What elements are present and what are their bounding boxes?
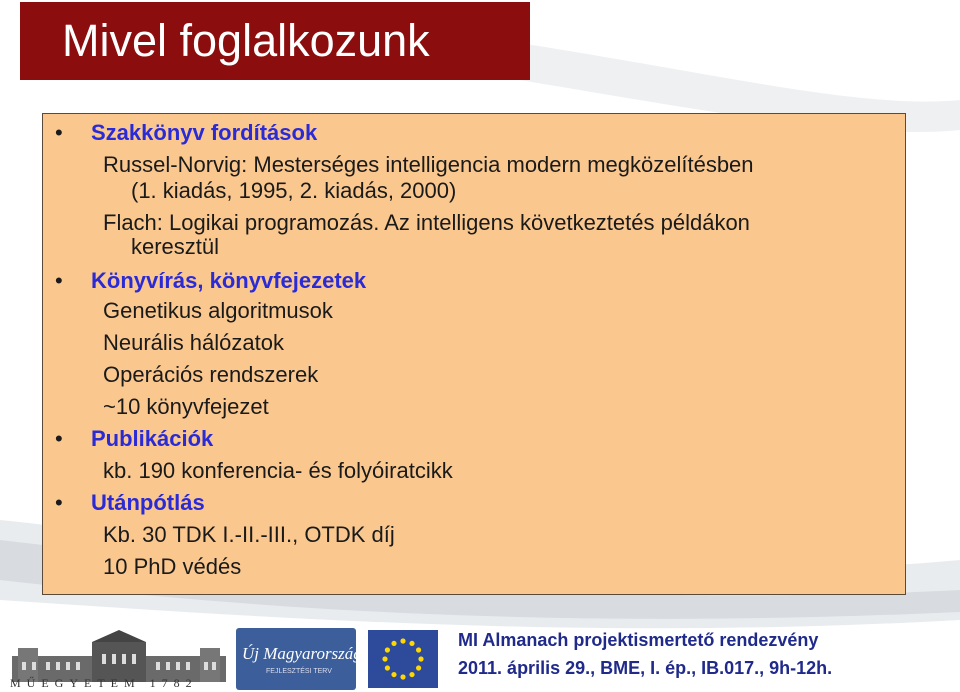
content-box [42,113,906,595]
footer-event-details: 2011. április 29., BME, I. ép., IB.017., 9h-12h. [458,658,833,678]
item-chapters: ~10 könyvfejezet [103,394,269,419]
uj-magyarorszag-logo [236,628,362,690]
section-heading-succession: Utánpótlás [91,490,205,515]
item-neural: Neurális hálózatok [103,330,284,355]
section-heading-books: Könyvírás, könyvfejezetek [91,268,367,293]
eu-flag-icon [368,630,438,688]
bullet-icon: • [55,120,63,145]
um-logo-subtext: FEJLESZTÉSI TERV [266,668,332,675]
item-russel-norvig-editions: (1. kiadás, 1995, 2. kiadás, 2000) [131,178,457,203]
bullet-icon: • [55,490,63,515]
item-os: Operációs rendszerek [103,362,319,387]
item-flach: Flach: Logikai programozás. Az intelligens következtetés példákon [103,210,750,235]
bme-logo-text: MŰEGYETEM 1782 [10,676,198,690]
item-phd: 10 PhD védés [103,554,242,579]
item-tdk: Kb. 30 TDK I.-II.-III., OTDK díj [103,522,395,547]
bullet-icon: • [55,268,63,293]
bullet-icon: • [55,426,63,451]
slide-title: Mivel foglalkozunk [20,2,530,80]
um-logo-text: Új Magyarország [242,644,362,663]
item-genetic: Genetikus algoritmusok [103,298,333,323]
item-flach-cont: keresztül [131,234,220,259]
item-russel-norvig: Russel-Norvig: Mesterséges intelligencia modern megközelítésben [103,152,754,177]
section-heading-translations: Szakkönyv fordítások [91,120,318,145]
footer-event-title: MI Almanach projektismertető rendezvény [458,630,819,650]
item-papers: kb. 190 konferencia- és folyóiratcikk [103,458,453,483]
footer [0,618,960,692]
section-heading-publications: Publikációk [91,426,214,451]
